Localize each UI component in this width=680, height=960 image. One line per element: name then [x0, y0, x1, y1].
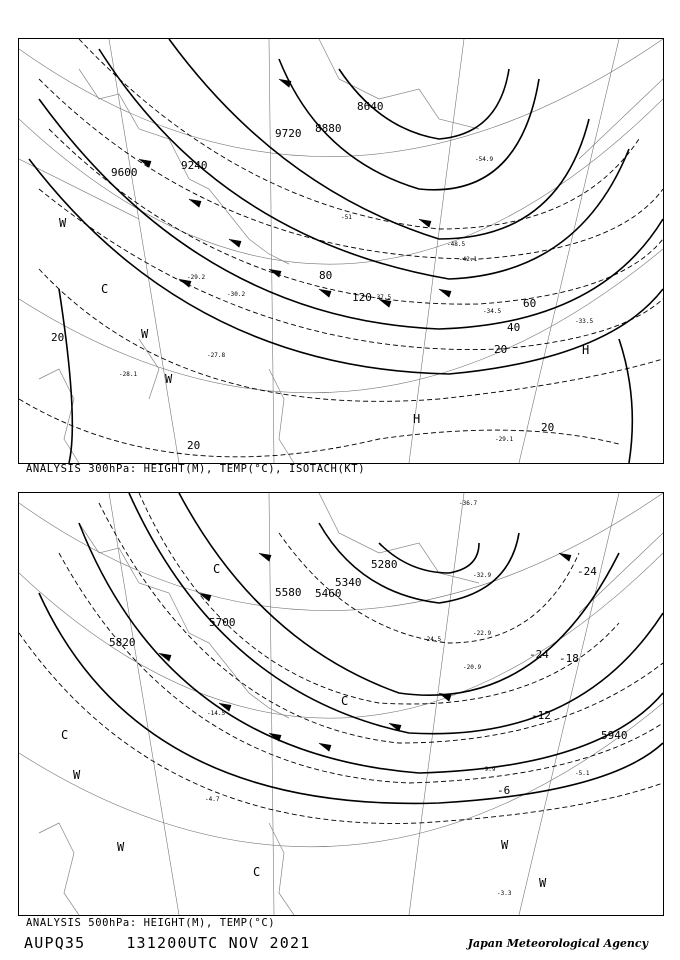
isotherm-label-12: -12	[531, 709, 551, 722]
temp-label-1: -14.5	[207, 710, 226, 717]
height-label-5700: 5700	[209, 616, 236, 629]
system-c-1: C	[213, 562, 221, 576]
isotherm-label-24b: -24	[577, 565, 597, 578]
system-w-3: W	[501, 838, 509, 852]
temp-label-9: -32.9	[473, 572, 492, 579]
isotach-label-40: 40	[507, 321, 521, 334]
temp-label-10: -48.5	[447, 241, 466, 248]
temp-label-11: -42.1	[459, 256, 478, 263]
temp-label-1: -29.2	[187, 274, 206, 281]
height-label-9240: 9240	[181, 159, 208, 172]
graticule-parallels	[19, 493, 663, 847]
isotach-label-80: 80	[319, 269, 333, 282]
temp-label-3: -22.9	[473, 630, 492, 637]
isotach-label-120: 120	[352, 291, 372, 304]
map-panel-300hpa	[18, 38, 664, 464]
isotherm-label-6: -6	[497, 784, 511, 797]
valid-time: 131200UTC NOV 2021	[126, 934, 311, 952]
coastlines	[39, 493, 482, 915]
system-h-2: H	[582, 343, 590, 357]
chart-code: AUPQ35	[24, 934, 86, 952]
coastlines	[39, 39, 479, 463]
height-label-9600: 9600	[111, 166, 138, 179]
temp-label-3: -37.5	[373, 294, 392, 301]
system-w-3: W	[165, 372, 173, 386]
caption-500hpa: ANALYSIS 500hPa: HEIGHT(M), TEMP(°C)	[26, 917, 276, 929]
temp-label-5: -28.1	[119, 371, 138, 378]
temp-label-4: -20.9	[463, 664, 482, 671]
temp-label-9: -51	[341, 214, 352, 221]
temp-label-5: -5.1	[575, 770, 590, 777]
isotach-label-20b: 20	[494, 343, 508, 356]
temp-label-7: -29.1	[495, 436, 514, 443]
system-c-4: C	[253, 865, 261, 879]
system-w-1: W	[73, 768, 81, 782]
caption-300hpa: ANALYSIS 300hPa: HEIGHT(M), TEMP(°C), ISOTACH(KT)	[26, 463, 366, 475]
system-c-2: C	[341, 694, 349, 708]
system-c-3: C	[61, 728, 69, 742]
system-w-2: W	[117, 840, 125, 854]
temp-label-6: -27.8	[207, 352, 226, 359]
map-panel-500hpa	[18, 492, 664, 916]
height-label-9720: 9720	[275, 127, 302, 140]
temp-label-12: -34.5	[483, 308, 502, 315]
height-label-5940: 5940	[601, 729, 628, 742]
system-w-2: W	[141, 327, 149, 341]
isotherms-dashed	[19, 39, 663, 457]
isotherm-label-18: -18	[559, 652, 579, 665]
height-label-5820: 5820	[109, 636, 136, 649]
height-label-5340: 5340	[335, 576, 362, 589]
isotach-label-20c: 20	[187, 439, 201, 452]
isotherm-label-24a: -24	[529, 648, 549, 661]
height-label-8640: 8640	[357, 100, 384, 113]
isotach-label-20a: 20	[51, 331, 65, 344]
height-label-5280: 5280	[371, 558, 398, 571]
temp-label-7: -4.7	[205, 796, 220, 803]
system-w-4: W	[539, 876, 547, 890]
temp-label-2: -30.2	[227, 291, 246, 298]
height-label-5460: 5460	[315, 587, 342, 600]
graticule-meridians	[109, 493, 663, 915]
height-label-8880: 8880	[315, 122, 342, 135]
temp-label-10: -36.7	[459, 500, 478, 507]
map-300hpa-svg	[19, 39, 663, 463]
system-w-1: W	[59, 216, 67, 230]
temp-label-2: -24.5	[423, 636, 442, 643]
system-h-1: H	[413, 412, 421, 426]
map-500hpa-svg	[19, 493, 663, 915]
chart-identifier	[24, 934, 310, 952]
temp-label-4: -33.5	[575, 318, 594, 325]
isotach-label-60: 60	[523, 297, 537, 310]
height-label-5580: 5580	[275, 586, 302, 599]
agency-name: Japan Meteorological Agency	[467, 937, 648, 950]
temp-label-8: -54.9	[475, 156, 494, 163]
system-c-1: C	[101, 282, 109, 296]
isotach-label-20d: 20	[541, 421, 555, 434]
temp-label-8: -3.3	[497, 890, 512, 897]
temp-label-6: -9.9	[481, 766, 496, 773]
